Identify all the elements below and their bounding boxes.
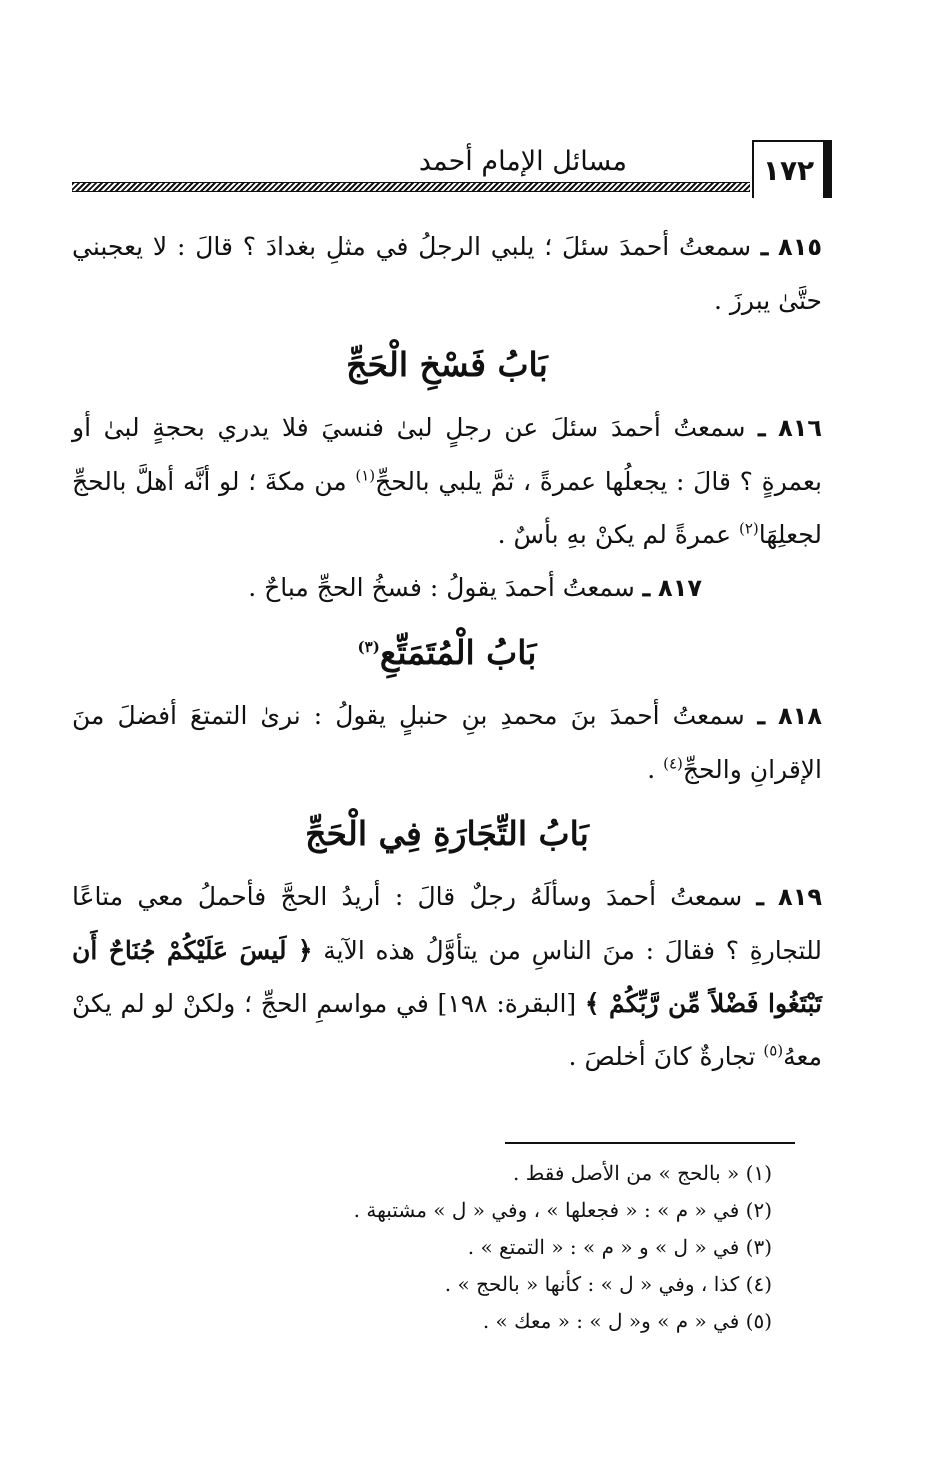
- entry-number: ٨١٩: [778, 883, 822, 911]
- entry-number: ٨١٧: [658, 574, 702, 602]
- footnote-ref: (٥): [763, 1041, 784, 1060]
- entry-dash: ـ: [642, 573, 651, 602]
- entry-text: سمعتُ أحمدَ يقولُ : فسخُ الحجِّ مباحٌ .: [248, 573, 635, 602]
- header-rule: [72, 182, 750, 192]
- entry-dash: ـ: [758, 413, 766, 442]
- entry-text: سمعتُ أحمدَ سئلَ عن رجلٍ لبىٰ فنسيَ فلا يدري بحجةٍ لبىٰ أو بعمرةٍ ؟ قالَ : يجعلُها عمرةً ، ثمَّ يلبي بالحجِّ: [72, 413, 822, 496]
- footnote-ref: (١): [355, 466, 376, 485]
- entry-816: [72, 401, 822, 561]
- chapter-heading-tijara: بَابُ التِّجَارَةِ فِي الْحَجِّ: [305, 814, 589, 853]
- footnotes: [72, 1155, 772, 1340]
- footnote-ref: (٢): [738, 519, 759, 538]
- footnote-4: (٤) كذا ، وفي « ل » : كأنها « بالحج » .: [444, 1272, 772, 1296]
- entry-text: تجارةٌ كانَ أخلصَ .: [568, 1042, 756, 1071]
- entry-text: [البقرة: ١٩٨] في مواسمِ الحجِّ ؛ ولكنْ لو لم يكنْ معهُ: [72, 989, 822, 1071]
- entry-text: من مكةَ ؛ لو أنَّه أهلَّ بالحجِّ لجعلِهَا: [72, 467, 822, 549]
- entry-text: سمعتُ أحمدَ بنَ محمدِ بنِ حنبلٍ يقولُ : نرىٰ التمتعَ أفضلَ منَ الإقرانِ والحجِّ: [72, 701, 822, 784]
- chapter-heading-mutamatti: [72, 623, 822, 683]
- footnote-5: (٥) في « م » و« ل » : « معك » .: [482, 1309, 772, 1333]
- footnote-2: (٢) في « م » : « فجعلها » ، وفي « ل » مشتبهة .: [353, 1198, 772, 1222]
- footnote-ref: (٤): [663, 754, 683, 773]
- running-title: مسائل الإمام أحمد: [418, 146, 627, 177]
- main-text: [72, 220, 822, 1083]
- entry-819: [72, 870, 822, 1083]
- entry-number: ٨١٨: [778, 702, 822, 730]
- entry-dash: ـ: [756, 882, 764, 911]
- entry-number: ٨١٦: [778, 414, 823, 442]
- footnote-1: (١) « بالحج » من الأصل فقط .: [513, 1161, 772, 1185]
- entry-number: ٨١٥: [778, 233, 822, 261]
- footnote-separator: [505, 1142, 795, 1144]
- entry-818: [72, 689, 822, 796]
- page-header: [72, 140, 832, 206]
- entry-text: عمرةً لم يكنْ بهِ بأسٌ .: [497, 520, 732, 549]
- entry-text: سمعتُ أحمدَ سئلَ ؛ يلبي الرجلُ في مثلِ بغدادَ ؟ قالَ : لا يعجبني حتَّىٰ يبرزَ .: [72, 232, 822, 315]
- chapter-heading-faskh: بَابُ فَسْخِ الْحَجِّ: [346, 345, 548, 384]
- page-number: ١٧٢: [752, 140, 832, 198]
- entry-815: [72, 220, 822, 327]
- footnote-3: (٣) في « ل » و « م » : « التمتع » .: [467, 1235, 772, 1259]
- entry-end: .: [647, 755, 664, 784]
- entry-817: [72, 561, 822, 615]
- entry-text: سمعتُ أحمدَ وسألَهُ رجلٌ قالَ : أريدُ الحجَّ فأحملُ معي متاعًا للتجارةِ ؟ فقالَ : منَ الناسِ من يتأوَّلُ هذه الآية: [72, 882, 822, 965]
- chapter-heading-text: بَابُ الْمُتَمَتِّعِ: [379, 633, 537, 672]
- quran-verse: ﴿ لَيسَ عَلَيْكُمْ جُنَاحٌ أَن تَبْتَغُوا فَضْلاً مِّن رَّبِّكُمْ ﴾: [72, 936, 822, 1018]
- entry-dash: ـ: [760, 232, 769, 261]
- entry-dash: ـ: [757, 701, 765, 730]
- footnote-ref: (٣): [357, 638, 380, 656]
